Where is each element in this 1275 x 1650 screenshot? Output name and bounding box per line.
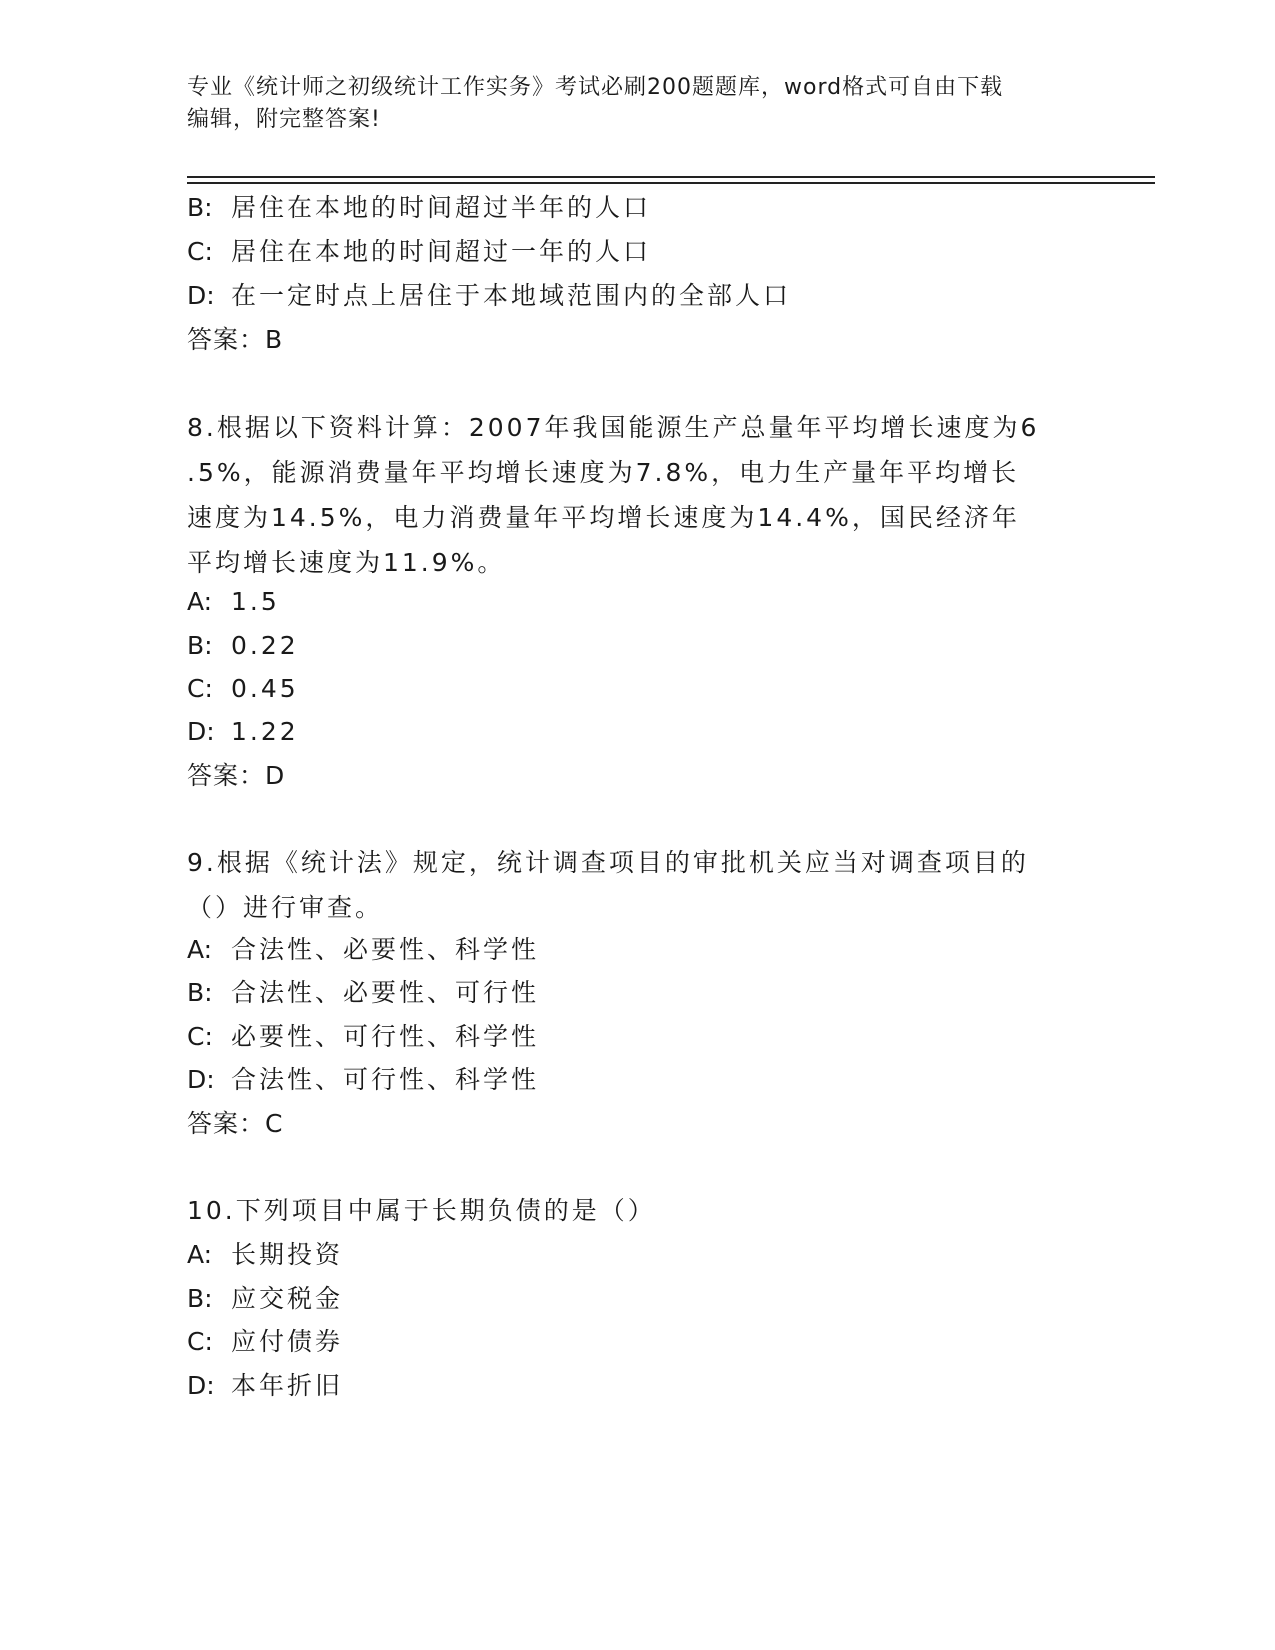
q8-option-b-text: 0.22 [231, 631, 299, 660]
q7-option-d [187, 281, 791, 311]
q8-option-a [187, 587, 280, 617]
q9-option-d [187, 1065, 539, 1095]
header-title-line-2: 编辑，附完整答案! [187, 107, 381, 132]
q8-stem-line: 平均增长速度为11.9%。 [187, 548, 506, 577]
q7-answer: 答案：B [187, 325, 284, 354]
q8-stem-line: 速度为14.5%，电力消费量年平均增长速度为14.4%，国民经济年 [187, 503, 1020, 532]
q10-option-d-letter: D: [187, 1371, 215, 1400]
q10-option-b-text: 应交税金 [231, 1284, 344, 1313]
q10-option-a-letter: A: [187, 1240, 213, 1269]
q10-option-d [187, 1371, 343, 1401]
q7-option-b [187, 193, 651, 223]
q8-answer: 答案：D [187, 761, 286, 790]
q9-option-d-text: 合法性、可行性、科学性 [231, 1065, 540, 1094]
q8-option-d [187, 717, 299, 747]
q8-stem-line: .5%，能源消费量年平均增长速度为7.8%，电力生产量年平均增长 [187, 458, 1020, 487]
q7-option-d-letter: D: [187, 281, 215, 310]
q10-stem [187, 1196, 1087, 1241]
q8-option-b-letter: B: [187, 631, 213, 660]
q9-option-c-text: 必要性、可行性、科学性 [231, 1022, 540, 1051]
q8-option-a-letter: A: [187, 587, 213, 616]
q9-stem-line: 9.根据《统计法》规定，统计调查项目的审批机关应当对调查项目的 [187, 848, 1029, 877]
q10-option-c [187, 1327, 343, 1357]
header-divider-top [187, 176, 1155, 178]
q10-option-d-text: 本年折旧 [231, 1371, 344, 1400]
q7-option-c [187, 237, 651, 267]
q7-option-d-text: 在一定时点上居住于本地域范围内的全部人口 [231, 281, 792, 310]
q9-stem [187, 848, 1087, 938]
q7-option-b-letter: B: [187, 193, 213, 222]
q10-option-a [187, 1240, 343, 1270]
q8-option-b [187, 631, 299, 661]
q9-answer: 答案：C [187, 1109, 284, 1138]
q8-stem [187, 413, 1087, 593]
q8-option-d-letter: D: [187, 717, 215, 746]
q8-option-c-text: 0.45 [231, 674, 299, 703]
q9-option-c [187, 1022, 539, 1052]
q9-option-a-letter: A: [187, 935, 213, 964]
q7-option-b-text: 居住在本地的时间超过半年的人口 [231, 193, 652, 222]
header-divider-bottom [187, 182, 1155, 184]
q10-option-b-letter: B: [187, 1284, 213, 1313]
q8-stem-line: 8.根据以下资料计算：2007年我国能源生产总量年平均增长速度为6 [187, 413, 1040, 442]
header-title-line-1: 专业《统计师之初级统计工作实务》考试必刷200题题库，word格式可自由下载 [187, 75, 1004, 100]
q9-option-b [187, 978, 539, 1008]
q10-stem-line: 10.下列项目中属于长期负债的是（） [187, 1196, 656, 1225]
q8-option-c-letter: C: [187, 674, 213, 703]
q8-option-d-text: 1.22 [231, 717, 299, 746]
q10-option-b [187, 1284, 343, 1314]
q9-option-b-letter: B: [187, 978, 213, 1007]
q10-option-a-text: 长期投资 [231, 1240, 344, 1269]
q8-option-a-text: 1.5 [231, 587, 280, 616]
q7-option-c-letter: C: [187, 237, 213, 266]
q8-option-c [187, 674, 299, 704]
q9-option-d-letter: D: [187, 1065, 215, 1094]
q10-option-c-letter: C: [187, 1327, 213, 1356]
q9-option-a-text: 合法性、必要性、科学性 [231, 935, 540, 964]
q7-option-c-text: 居住在本地的时间超过一年的人口 [231, 237, 652, 266]
q9-option-b-text: 合法性、必要性、可行性 [231, 978, 540, 1007]
q10-option-c-text: 应付债券 [231, 1327, 344, 1356]
document-header [187, 72, 1067, 136]
q9-option-a [187, 935, 539, 965]
q9-option-c-letter: C: [187, 1022, 213, 1051]
q9-stem-line: （）进行审查。 [187, 893, 384, 922]
